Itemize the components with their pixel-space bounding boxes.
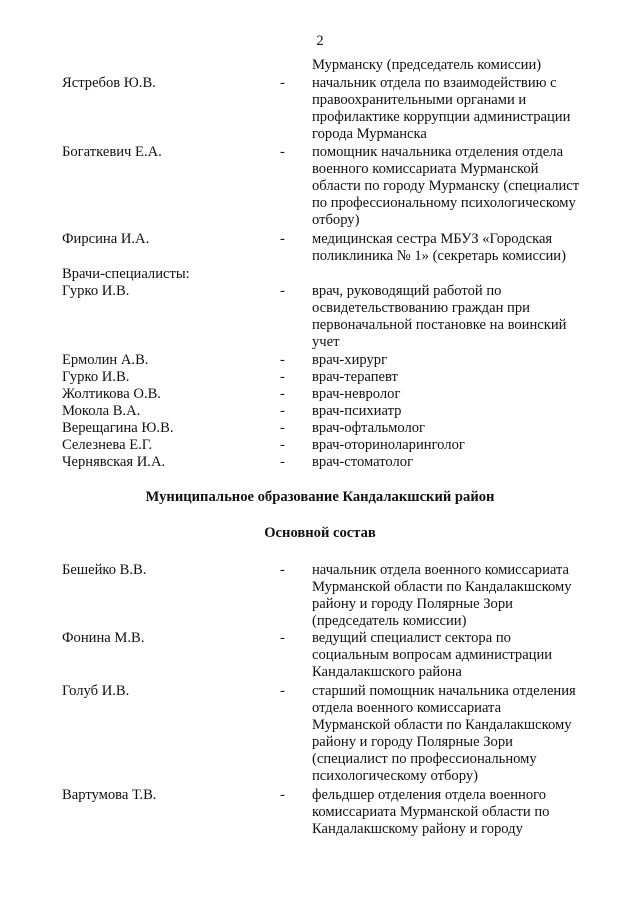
doctor-name: Ермолин А.В. (62, 352, 149, 368)
role-line: (специалист по профессиональному (312, 751, 537, 767)
role-line: ведущий специалист сектора по (312, 630, 511, 646)
role-line: врач-хирург (312, 352, 388, 368)
page-number: 2 (316, 33, 324, 49)
role-line: психологическому отбору) (312, 768, 478, 784)
role-line: Мурманской области по Кандалакшскому (312, 579, 572, 595)
dash: - (280, 437, 285, 453)
dash: - (280, 403, 285, 419)
role-line: старший помощник начальника отделения (312, 683, 576, 699)
role-line: начальник отдела военного комиссариата (312, 562, 570, 578)
dash: - (280, 630, 285, 646)
role-line: врач, руководящий работой по (312, 283, 502, 299)
role-line: врач-офтальмолог (312, 420, 426, 436)
dash: - (280, 283, 285, 299)
member-name: Ястребов Ю.В. (62, 75, 156, 91)
role-line: Кандалакшского района (312, 664, 462, 680)
role-line: (председатель комиссии) (312, 613, 467, 629)
role-line: поликлиника № 1» (секретарь комиссии) (312, 248, 566, 264)
dash: - (280, 352, 285, 368)
dash: - (280, 562, 285, 578)
role-line: города Мурманска (312, 126, 427, 142)
role-line: начальник отдела по взаимодействию с (312, 75, 557, 91)
role-continuation: Мурманску (председатель комиссии) (312, 57, 542, 73)
role-line: медицинская сестра МБУЗ «Городская (312, 231, 553, 247)
role-line: социальным вопросам администрации (312, 647, 553, 663)
member-name: Фирсина И.А. (62, 231, 150, 247)
role-line: военного комиссариата Мурманской (312, 161, 539, 177)
role-line: профилактике коррупции администрации (312, 109, 571, 125)
role-line: помощник начальника отделения отдела (312, 144, 564, 160)
doctor-name: Жолтикова О.В. (62, 386, 161, 402)
role-line: отбору) (312, 212, 360, 228)
role-line: комиссариата Мурманской области по (312, 804, 550, 820)
doctor-name: Чернявская И.А. (62, 454, 166, 470)
doctor-name: Гурко И.В. (62, 369, 130, 385)
role-line: Мурманской области по Кандалакшскому (312, 717, 572, 733)
doctor-name: Селезнева Е.Г. (62, 437, 153, 453)
role-line: врач-стоматолог (312, 454, 414, 470)
role-line: правоохранительными органами и (312, 92, 527, 108)
role-line: району и городу Полярные Зори (312, 596, 513, 612)
role-line: первоначальной постановке на воинский (312, 317, 567, 333)
dash: - (280, 144, 285, 160)
role-line: врач-невролог (312, 386, 401, 402)
member-name: Вартумова Т.В. (62, 787, 157, 803)
member-name: Бешейко В.В. (62, 562, 147, 578)
role-line: фельдшер отделения отдела военного (312, 787, 547, 803)
dash: - (280, 386, 285, 402)
member-name: Богаткевич Е.А. (62, 144, 162, 160)
dash: - (280, 454, 285, 470)
dash: - (280, 787, 285, 803)
doctors-label: Врачи-специалисты: (62, 266, 190, 282)
role-line: врач-оториноларинголог (312, 437, 465, 453)
role-line: Кандалакшскому району и городу (312, 821, 523, 837)
member-name: Фонина М.В. (62, 630, 145, 646)
section-title: Муниципальное образование Кандалакшский район (145, 489, 495, 505)
role-line: отдела военного комиссариата (312, 700, 502, 716)
dash: - (280, 75, 285, 91)
doctor-name: Мокола В.А. (62, 403, 141, 419)
role-line: области по городу Мурманску (специалист (312, 178, 580, 194)
role-line: врач-психиатр (312, 403, 402, 419)
doctor-name: Верещагина Ю.В. (62, 420, 174, 436)
dash: - (280, 420, 285, 436)
role-line: учет (312, 334, 340, 350)
dash: - (280, 369, 285, 385)
member-name: Голуб И.В. (62, 683, 130, 699)
role-line: врач-терапевт (312, 369, 398, 385)
role-line: по профессиональному психологическому (312, 195, 576, 211)
role-line: освидетельствованию граждан при (312, 300, 530, 316)
role-line: району и городу Полярные Зори (312, 734, 513, 750)
section-subtitle: Основной состав (264, 525, 376, 541)
doctor-name: Гурко И.В. (62, 283, 130, 299)
dash: - (280, 231, 285, 247)
dash: - (280, 683, 285, 699)
